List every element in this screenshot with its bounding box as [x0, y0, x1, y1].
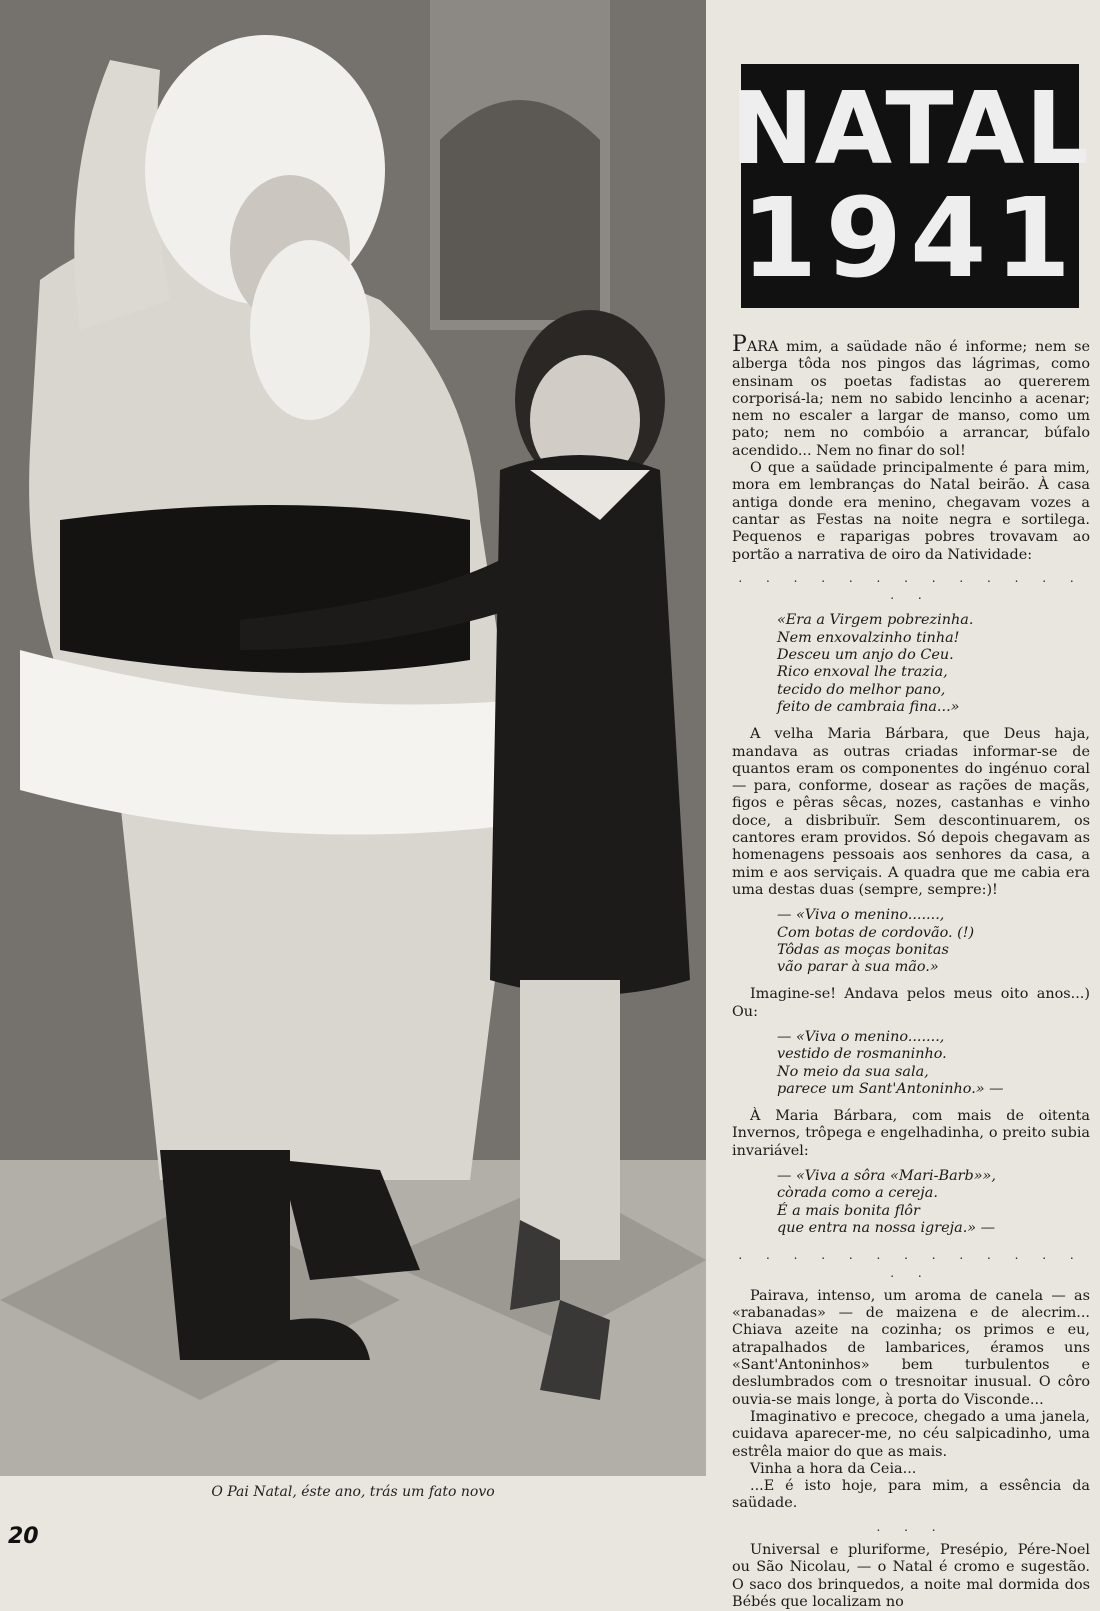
verse-block: [777, 1029, 1090, 1098]
paragraph: Imagine-se! Andava pelos meus oito anos...) Ou:: [732, 986, 1090, 1020]
verse-line: Rico enxoval lhe trazia,: [777, 664, 948, 681]
verse-line: tecido do melhor pano,: [777, 681, 946, 698]
verse-line: Tôdas as moças bonitas: [777, 941, 949, 958]
separator: . . . . . . . . . . . . . . .: [738, 1248, 1084, 1280]
drop-cap: P: [732, 332, 747, 357]
paragraph: O que a saüdade principalmente é para mim, mora em lembranças do Natal beirão. À casa antiga donde era menino, chegavam vozes a cantar as Festas na noite negra e sortilega. Pequenos e raparigas pobres trovavam ao portão a narrativa de oiro da Natividade:: [732, 460, 1090, 563]
verse-line: parece um Sant'Antoninho.» —: [777, 1080, 1004, 1097]
separator: . . .: [876, 1519, 946, 1534]
article-title: [730, 64, 1090, 308]
verse-line: Desceu um anjo do Ceu.: [777, 647, 954, 664]
verse-line: «Era a Virgem pobrezinha.: [777, 612, 974, 629]
paragraph: Imaginativo e precoce, chegado a uma janela, cuidava aparecer-me, no céu salpicadinho, uma estrêla maior do que as mais.: [732, 1408, 1090, 1460]
paragraph: Universal e pluriforme, Presépio, Pére-Noel ou São Nicolau, — o Natal é cromo e sugestão. O saco dos brinquedos, a noite mal dormida dos Bébés que localizam no: [732, 1542, 1090, 1610]
verse-line: Com botas de cordovão. (!): [777, 924, 975, 941]
verse-line: que entra na nossa igreja.» —: [777, 1219, 996, 1236]
verse-line: vão parar à sua mão.»: [777, 959, 939, 976]
verse-line: — «Viva o menino.......,: [777, 907, 945, 924]
verse-line: É a mais bonita flôr: [777, 1202, 920, 1219]
paragraph: [732, 332, 1090, 460]
verse-line: Nem enxovalzinho tinha!: [777, 629, 960, 646]
paragraph: ...E é isto hoje, para mim, a essência da saüdade.: [732, 1478, 1090, 1512]
verse-block: [777, 907, 1090, 976]
verse-line: — «Viva o menino.......,: [777, 1028, 945, 1045]
page-number: 20: [8, 1524, 39, 1549]
verse-line: còrada como a cereja.: [777, 1185, 938, 1202]
verse-line: feito de cambraia fina...»: [777, 698, 960, 715]
verse-line: — «Viva a sôra «Mari-Barb»»,: [777, 1168, 996, 1185]
verse-block: [777, 612, 1090, 716]
verse-block: [777, 1168, 1090, 1237]
paragraph: A velha Maria Bárbara, que Deus haja, mandava as outras criadas informar-se de quantos eram os componentes do ingénuo coral — para, conforme, dosear as rações de maçãs, figos e pêras sêcas, nozes, castanhas e vinho doce, a disbribuïr. Sem descontinuarem, os cantores eram providos. Só depois chegavam as homenagens pessoais aos senhores da casa, a mim e aos serviçais. A quadra que me cabia era uma destas duas (sempre, sempre:)!: [732, 726, 1090, 898]
article-body: [732, 332, 1090, 1610]
separator: . . . . . . . . . . . . . . .: [738, 570, 1084, 603]
paragraph: Vinha a hora da Ceia...: [750, 1460, 917, 1477]
title-line-2: 1941: [740, 174, 1080, 302]
photo-caption: O Pai Natal, éste ano, trás um fato novo: [211, 1484, 495, 1500]
paragraph-text: ARA mim, a saüdade não é informe; nem se alberga tôda nos pingos das lágrimas, como ensinam os poetas fadistas ao quererem corporisá-la; nem no sabido lencinho a acenar; nem no escaler a largar de manso, como um pato; nem no combóio a arrancar, búfalo acendido... Nem no finar do sol!: [732, 339, 1090, 459]
verse-line: No meio da sua sala,: [777, 1063, 929, 1080]
paragraph: Pairava, intenso, um aroma de canela — as «rabanadas» — de maizena e de alecrim... Chiava azeite na cozinha; os primos e eu, atrapalhados de lambarices, éramos uns «Sant'Antoninhos» bem turbulentos e deslumbrados com o tresnoitar inusual. O côro ouvia-se mais longe, à porta do Visconde...: [732, 1287, 1090, 1408]
paragraph: À Maria Bárbara, com mais de oitenta Invernos, trôpega e engelhadinha, o preito subia invariável:: [732, 1108, 1090, 1159]
title-line-1: NATAL: [730, 70, 1090, 187]
verse-line: vestido de rosmaninho.: [777, 1046, 947, 1063]
